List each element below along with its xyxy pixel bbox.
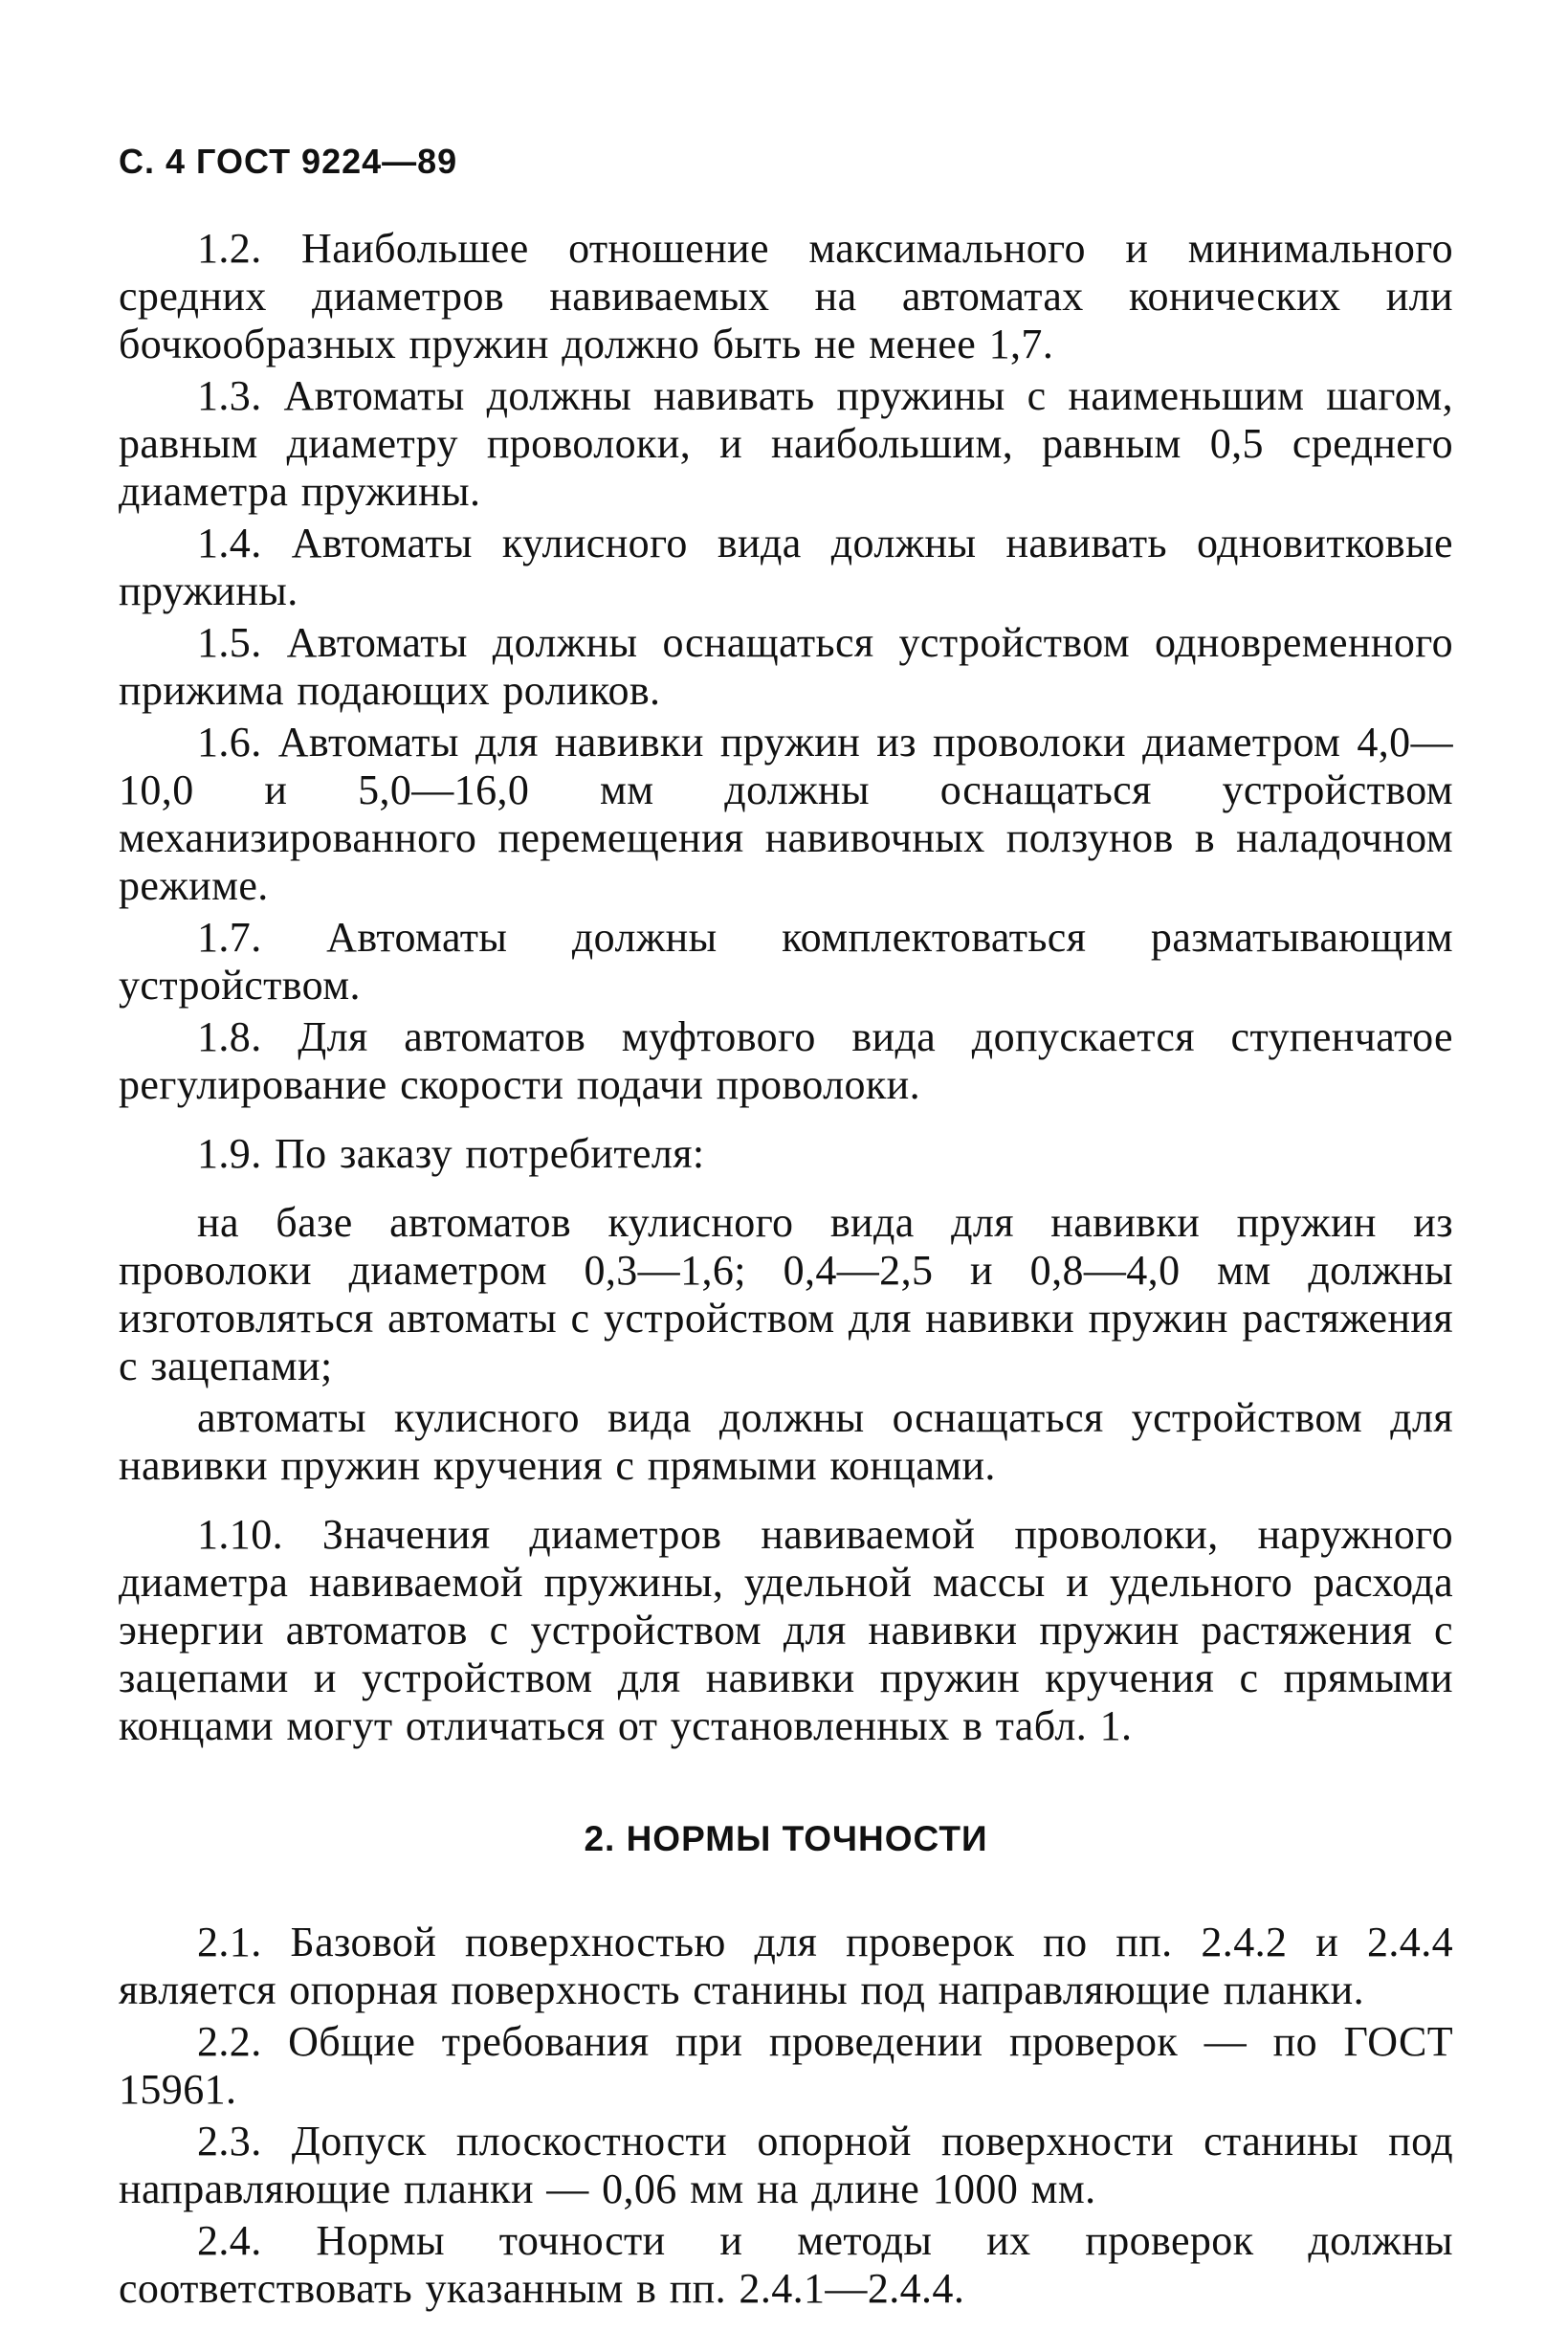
section-2-title: 2. НОРМЫ ТОЧНОСТИ — [584, 1819, 988, 1858]
paragraph-1-3: 1.3. Автоматы должны навивать пружины с наименьшим шагом, равным диаметру проволоки, и наибольшим, равным 0,5 среднего диаметра пружины. — [119, 372, 1453, 515]
paragraph-1-9-item-2: автоматы кулисного вида должны оснащаться устройством для навивки пружин кручения с прямыми концами. — [119, 1394, 1453, 1489]
paragraph-1-8: 1.8. Для автоматов муфтового вида допускается ступенчатое регулирование скорости подачи проволоки. — [119, 1013, 1453, 1108]
paragraph-1-6: 1.6. Автоматы для навивки пружин из проволоки диаметром 4,0—10,0 и 5,0—16,0 мм должны оснащаться устройством механизированного перемещения навивочных ползунов в наладочном режиме. — [119, 719, 1453, 909]
paragraph-1-4: 1.4. Автоматы кулисного вида должны навивать одновитковые пружины. — [119, 520, 1453, 614]
paragraph-1-10: 1.10. Значения диаметров навиваемой проволоки, наружного диаметра навиваемой пружины, удельной массы и удельного расхода энергии автоматов с устройством для навивки пружин растяжения с зацепами и устройством для навивки пружин кручения с прямыми концами могут отличаться от установленных в табл. 1. — [119, 1511, 1453, 1749]
paragraph-1-9-item-1: на базе автоматов кулисного вида для навивки пружин из проволоки диаметром 0,3—1,6; 0,4—2,5 и 0,8—4,0 мм должны изготовляться автоматы с устройством для навивки пружин растяжения с зацепами; — [119, 1199, 1453, 1389]
paragraph-2-3: 2.3. Допуск плоскостности опорной поверхности станины под направляющие планки — 0,06 мм на длине 1000 мм. — [119, 2118, 1453, 2212]
document-body — [119, 225, 1453, 2317]
paragraph-1-2: 1.2. Наибольшее отношение максимального и минимального средних диаметров навиваемых на автоматах конических или бочкообразных пружин должно быть не менее 1,7. — [119, 225, 1453, 367]
paragraph-2-1: 2.1. Базовой поверхностью для проверок по пп. 2.4.2 и 2.4.4 является опорная поверхность станины под направляющие планки. — [119, 1919, 1453, 2013]
paragraph-1-7: 1.7. Автоматы должны комплектоваться разматывающим устройством. — [119, 914, 1453, 1009]
paragraph-1-5: 1.5. Автоматы должны оснащаться устройством одновременного прижима подающих роликов. — [119, 619, 1453, 714]
paragraph-2-2: 2.2. Общие требования при проведении проверок — по ГОСТ 15961. — [119, 2018, 1453, 2113]
page-header: С. 4 ГОСТ 9224—89 — [119, 142, 458, 181]
paragraph-2-4: 2.4. Нормы точности и методы их проверок должны соответствовать указанным в пп. 2.4.1—2.4.4. — [119, 2217, 1453, 2312]
paragraph-1-9: 1.9. По заказу потребителя: — [197, 1130, 705, 1177]
